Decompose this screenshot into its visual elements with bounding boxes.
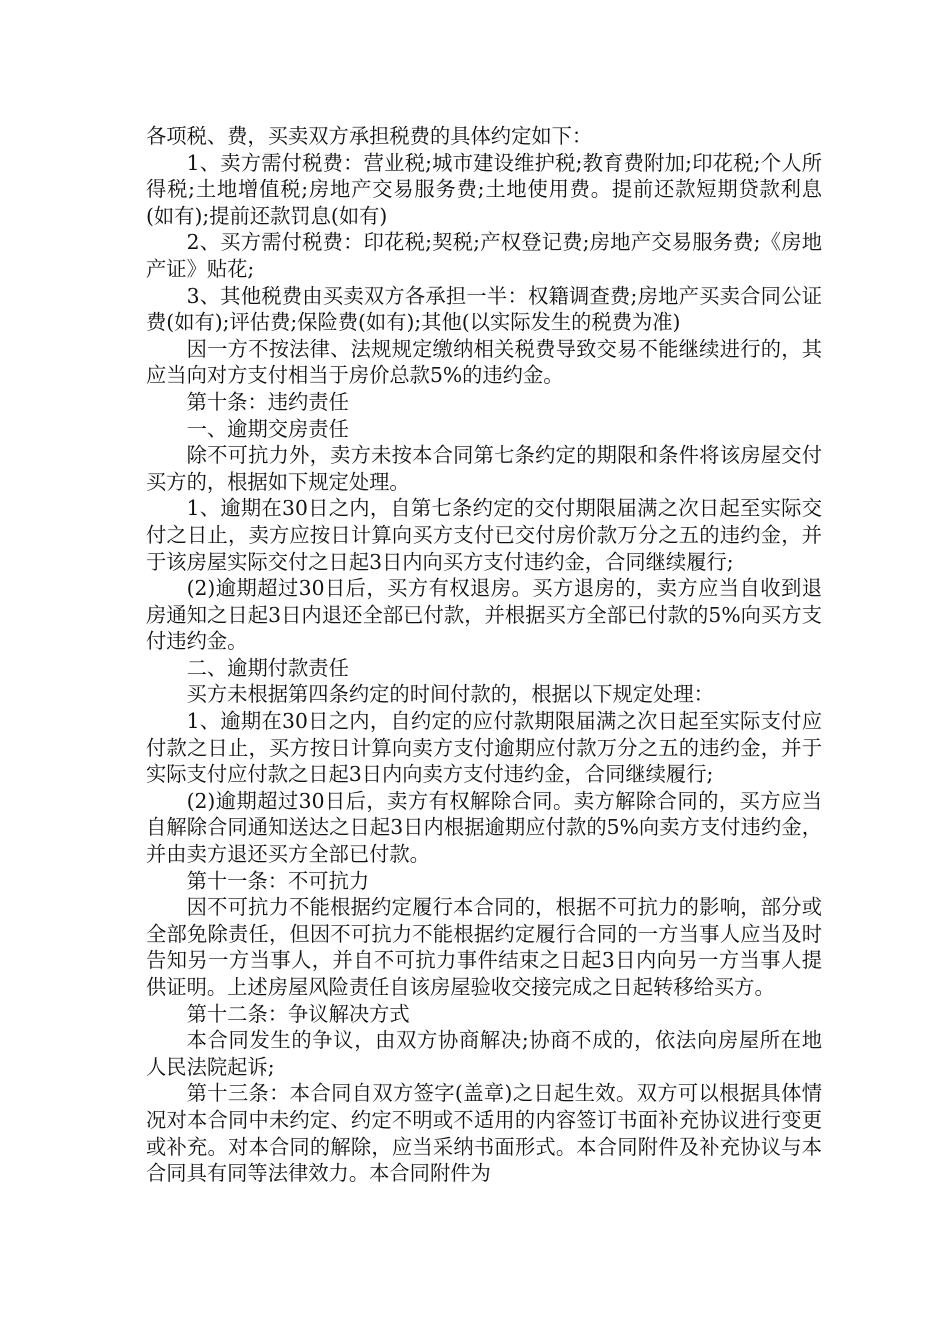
paragraph-buyer-taxes: 2、买方需付税费：印花税;契税;产权登记费;房地产交易服务费;《房地产证》贴花; — [146, 230, 822, 281]
paragraph-late-delivery-over-30: (2)逾期超过30日后，买方有权退房。买方退房的，卖方应当自收到退房通知之日起3日内退还全部已付款，并根据买方全部已付款的5%向买方支付违约金。 — [146, 576, 822, 654]
paragraph-shared-taxes: 3、其他税费由买卖双方各承担一半：权籍调查费;房地产买卖合同公证费(如有);评估费;保险费(如有);其他(以实际发生的税费为准) — [146, 283, 822, 335]
paragraph-late-delivery-intro: 除不可抗力外，卖方未按本合同第七条约定的期限和条件将该房屋交付买方的，根据如下规定处理。 — [146, 443, 822, 494]
paragraph-force-majeure: 因不可抗力不能根据约定履行本合同的，根据不可抗力的影响，部分或全部免除责任，但因不可抗力不能根据约定履行合同的一方当事人应当及时告知另一方当事人，并自不可抗力事件结束之日起3日内向另一方当事人提供证明。上述房屋风险责任自该房屋验收交接完成之日起转移给买方。 — [146, 895, 822, 999]
paragraph-late-payment-intro: 买方未根据第四条约定的时间付款的，根据以下规定处理： — [186, 682, 714, 707]
paragraph-article-13: 第十三条：本合同自双方签字(盖章)之日起生效。双方可以根据具体情况对本合同中未约定、约定不明或不适用的内容签订书面补充协议进行变更或补充。对本合同的解除，应当采纳书面形式。本合同附件及补充协议与本合同具有同等法律效力。本合同附件为 — [146, 1081, 822, 1186]
paragraph-late-payment-within-30: 1、逾期在30日之内，自约定的应付款期限届满之次日起至实际支付应付款之日止，买方按日计算向卖方支付逾期应付款万分之五的违约金，并于实际支付应付款之日起3日内向卖方支付违约金，合同继续履行; — [146, 709, 822, 787]
paragraph-taxes-intro: 各项税、费，买卖双方承担税费的具体约定如下： — [146, 124, 593, 148]
heading-article-10: 第十条：违约责任 — [186, 389, 349, 414]
heading-article-12: 第十二条：争议解决方式 — [186, 1001, 410, 1026]
heading-article-11: 第十一条：不可抗力 — [186, 868, 370, 893]
document-body — [146, 123, 822, 1187]
heading-late-payment: 二、逾期付款责任 — [186, 655, 349, 680]
paragraph-seller-taxes: 1、卖方需付税费：营业税;城市建设维护税;教育费附加;印花税;个人所得税;土地增值税;房地产交易服务费;土地使用费。提前还款短期贷款利息(如有);提前还款罚息(如有) — [146, 150, 822, 228]
paragraph-dispute-resolution: 本合同发生的争议，由双方协商解决;协商不成的，依法向房屋所在地人民法院起诉; — [146, 1028, 822, 1079]
paragraph-tax-default-penalty: 因一方不按法律、法规规定缴纳相关税费导致交易不能继续进行的，其应当向对方支付相当于房价总款5%的违约金。 — [146, 336, 822, 388]
paragraph-late-payment-over-30: (2)逾期超过30日后，卖方有权解除合同。卖方解除合同的，买方应当自解除合同通知送达之日起3日内根据逾期应付款的5%向卖方支付违约金，并由卖方退还买方全部已付款。 — [146, 788, 822, 867]
heading-late-delivery: 一、逾期交房责任 — [186, 416, 349, 441]
paragraph-late-delivery-within-30: 1、逾期在30日之内，自第七条约定的交付期限届满之次日起至实际交付之日止，卖方应按日计算向买方支付已交付房价款万分之五的违约金，并于该房屋实际交付之日起3日内向买方支付违约金，合同继续履行; — [146, 496, 822, 574]
